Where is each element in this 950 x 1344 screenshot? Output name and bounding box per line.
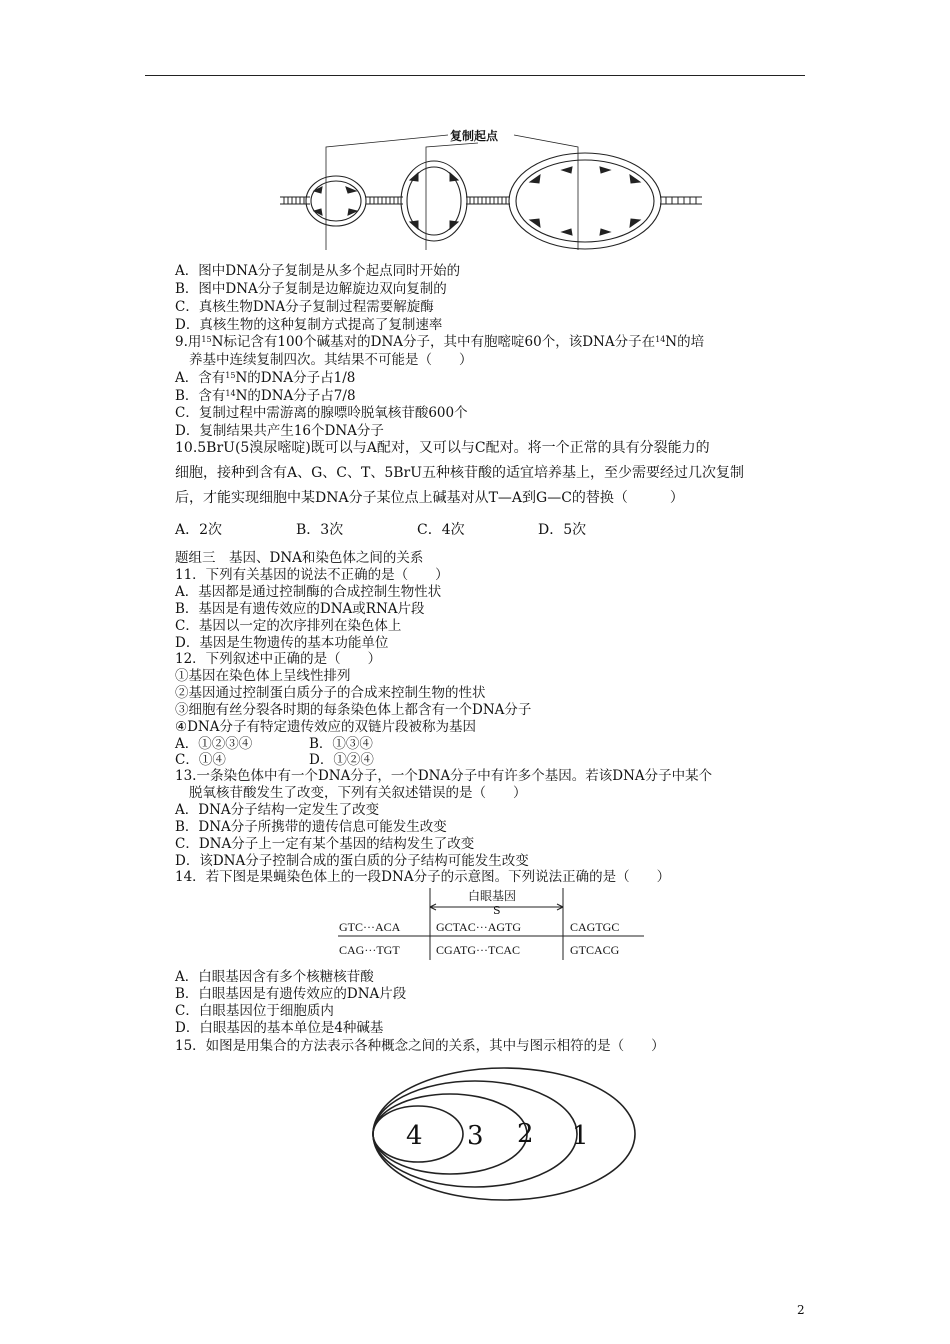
- set-label-3: 3: [467, 1121, 484, 1151]
- dna-replication-figure: [278, 125, 708, 255]
- white-eye-gene-label: 白眼基因: [468, 889, 517, 903]
- q8-option-b: B．图中DNA分子复制是边解旋边双向复制的: [175, 281, 447, 297]
- q12-options-row2: [175, 752, 374, 769]
- q13-option-c: C．DNA分子上一定有某个基因的结构发生了改变: [175, 836, 475, 852]
- bottom-strand-seg2: CGATG···TCAC: [436, 943, 520, 957]
- q14-option-b: B．白眼基因是有遗传效应的DNA片段: [175, 986, 407, 1002]
- q9-option-a: A．含有$^{15}$N的DNA分子占1/8: [175, 370, 356, 386]
- s-label: S: [493, 904, 501, 917]
- top-strand-seg3: CAGTGC: [570, 920, 620, 934]
- set-label-2: 2: [517, 1119, 534, 1149]
- q12-stem: 12．下列叙述中正确的是（ ）: [175, 651, 382, 667]
- q8-option-c: C．真核生物DNA分子复制过程需要解旋酶: [175, 299, 434, 315]
- q14-option-c: C．白眼基因位于细胞质内: [175, 1003, 334, 1019]
- q13-option-a: A．DNA分子结构一定发生了改变: [175, 802, 380, 818]
- replication-origin-label: 复制起点: [450, 129, 499, 143]
- group3-heading: 题组三 基因、DNA和染色体之间的关系: [175, 550, 424, 566]
- q15-stem: 15．如图是用集合的方法表示各种概念之间的关系，其中与图示相符的是（ ）: [175, 1038, 665, 1054]
- top-strand-seg1: GTC···ACA: [339, 920, 401, 934]
- q8-option-a: A．图中DNA分子复制是从多个起点同时开始的: [175, 263, 461, 279]
- q10-stem-line2: 细胞，接种到含有A、G、C、T、5BrU五种核苷酸的适宜培养基上，至少需要经过几次复制: [175, 465, 745, 481]
- nested-sets-figure: [370, 1064, 640, 1204]
- q9-option-c: C．复制过程中需游离的腺嘌呤脱氧核苷酸600个: [175, 405, 468, 421]
- q12-statement-2: ②基因通过控制蛋白质分子的合成来控制生物的性状: [175, 685, 486, 701]
- q9-option-d: D．复制结果共产生16个DNA分子: [175, 423, 384, 439]
- set-label-4: 4: [406, 1121, 423, 1151]
- q11-option-d: D．基因是生物遗传的基本功能单位: [175, 635, 389, 651]
- q11-option-b: B．基因是有遗传效应的DNA或RNA片段: [175, 601, 425, 617]
- q11-option-c: C．基因以一定的次序排列在染色体上: [175, 618, 402, 634]
- q12-options-row1: [175, 736, 373, 753]
- bottom-strand-seg3: GTCACG: [570, 943, 620, 957]
- top-strand-seg2: GCTAC···AGTG: [436, 920, 522, 934]
- q9-option-b: B．含有$^{14}$N的DNA分子占7/8: [175, 388, 356, 404]
- q13-stem-line1: 13.一条染色体中有一个DNA分子，一个DNA分子中有许多个基因。若该DNA分子中某个: [175, 768, 713, 784]
- q10-option-c: C．4次: [417, 522, 465, 538]
- q10-stem-line3: 后，才能实现细胞中某DNA分子某位点上碱基对从T—A到G—C的替换（ ）: [175, 490, 684, 506]
- q12-option-d: D．①②④: [309, 752, 374, 768]
- q14-stem: 14．若下图是果蝇染色体上的一段DNA分子的示意图。下列说法正确的是（ ）: [175, 869, 671, 885]
- q14-option-d: D．白眼基因的基本单位是4种碱基: [175, 1020, 384, 1036]
- q10-options: [175, 522, 586, 539]
- q12-option-b: B．①③④: [309, 736, 373, 752]
- q12-statement-4: ④DNA分子有特定遗传效应的双链片段被称为基因: [175, 719, 476, 735]
- q12-option-c: C．①④: [175, 752, 226, 768]
- bottom-strand-seg1: CAG···TGT: [339, 943, 400, 957]
- q8-option-d: D．真核生物的这种复制方式提高了复制速率: [175, 317, 443, 333]
- header-rule: [145, 75, 805, 76]
- page-number: 2: [797, 1303, 805, 1317]
- q9-stem-line2: 养基中连续复制四次。其结果不可能是（ ）: [189, 352, 473, 368]
- q9-stem-line1: 9.用$^{15}$N标记含有100个碱基对的DNA分子，其中有胞嘧啶60个，该DNA分子在$^{14}$N的培: [175, 334, 705, 350]
- q11-option-a: A．基因都是通过控制酶的合成控制生物性状: [175, 584, 442, 600]
- q10-option-d: D．5次: [538, 522, 587, 538]
- q13-option-d: D．该DNA分子控制合成的蛋白质的分子结构可能发生改变: [175, 853, 529, 869]
- q10-stem-line1: 10.5BrU(5溴尿嘧啶)既可以与A配对，又可以与C配对。将一个正常的具有分裂能力的: [175, 440, 710, 456]
- set-label-1: 1: [572, 1121, 589, 1151]
- q12-statement-3: ③细胞有丝分裂各时期的每条染色体上都含有一个DNA分子: [175, 702, 532, 718]
- q13-option-b: B．DNA分子所携带的遗传信息可能发生改变: [175, 819, 447, 835]
- white-eye-gene-figure: [336, 886, 648, 966]
- q12-option-a: A．①②③④: [175, 736, 253, 752]
- q12-statement-1: ①基因在染色体上呈线性排列: [175, 668, 351, 684]
- q14-option-a: A．白眼基因含有多个核糖核苷酸: [175, 969, 374, 985]
- q11-stem: 11．下列有关基因的说法不正确的是（ ）: [175, 567, 449, 583]
- q10-option-a: A．2次: [175, 522, 223, 538]
- q10-option-b: B．3次: [296, 522, 344, 538]
- q13-stem-line2: 脱氧核苷酸发生了改变，下列有关叙述错误的是（ ）: [189, 785, 527, 801]
